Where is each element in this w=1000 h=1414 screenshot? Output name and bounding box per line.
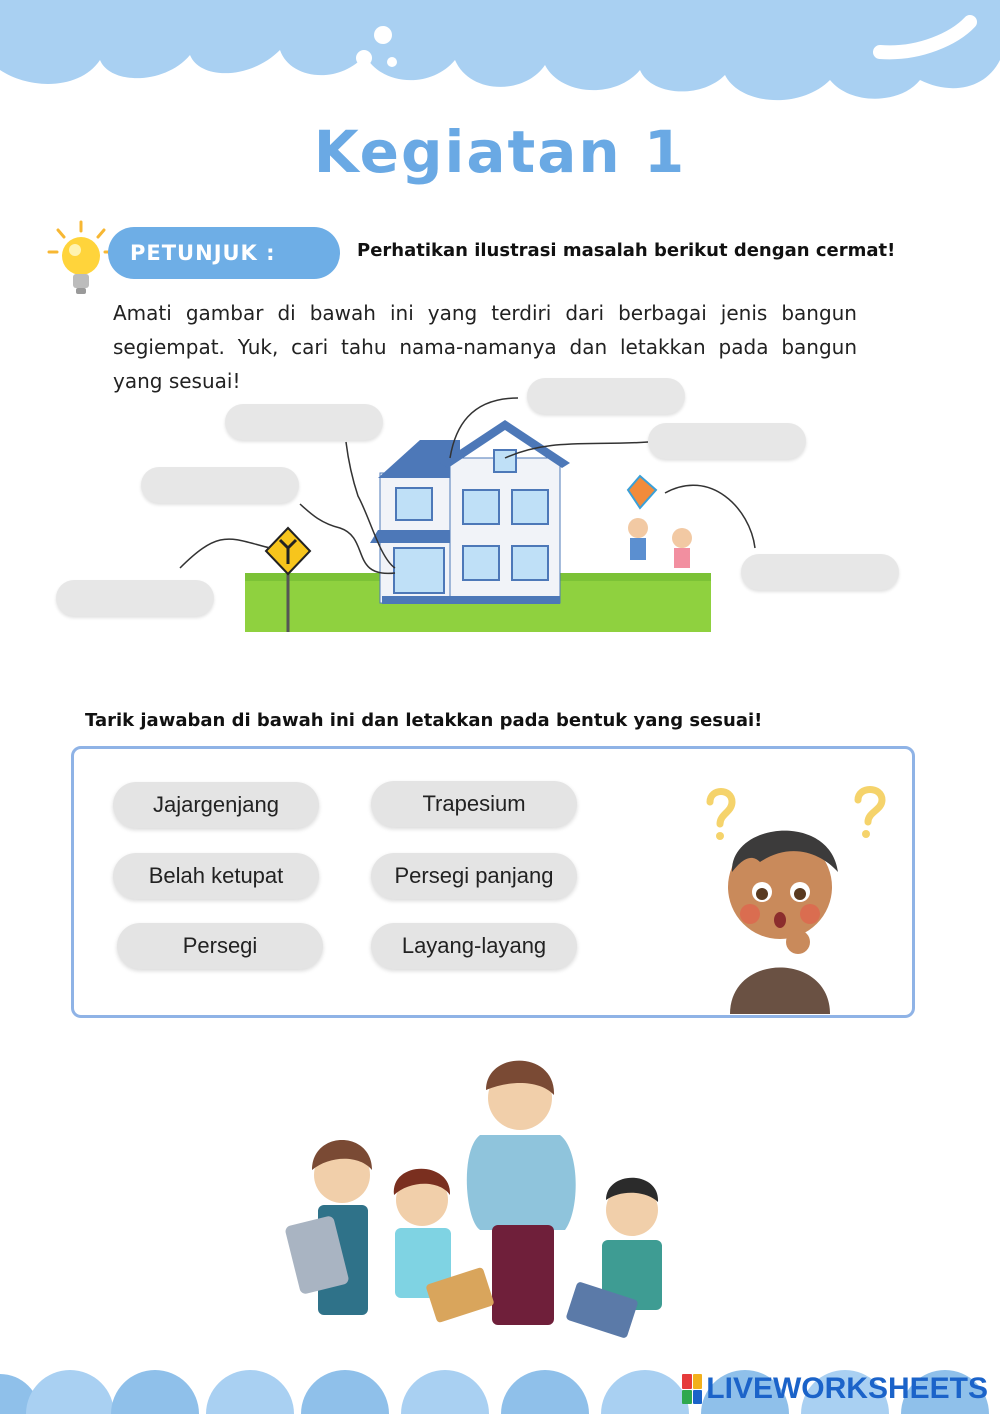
answer-chip-layang-layang[interactable]: Layang-layang bbox=[371, 923, 577, 969]
drop-zone-1[interactable] bbox=[225, 404, 383, 440]
body-paragraph: Amati gambar di bawah ini yang terdiri dari berbagai jenis bangun segiempat. Yuk, cari tahu nama-namanya dan letakkan pada bangun yang sesuai! bbox=[113, 301, 857, 393]
drop-zone-3[interactable] bbox=[648, 423, 806, 459]
petunjuk-label: PETUNJUK : bbox=[130, 241, 276, 265]
drop-zone-4[interactable] bbox=[141, 467, 299, 503]
students-teacher-illustration bbox=[280, 1050, 710, 1370]
drag-instruction: Tarik jawaban di bawah ini dan letakkan pada bentuk yang sesuai! bbox=[85, 710, 763, 731]
answer-chip-trapesium[interactable]: Trapesium bbox=[371, 781, 577, 827]
thinking-boy-illustration bbox=[690, 782, 900, 1014]
page-title: Kegiatan 1 bbox=[313, 118, 687, 186]
liveworksheets-logo bbox=[682, 1372, 988, 1406]
answer-chip-persegi[interactable]: Persegi bbox=[117, 923, 323, 969]
answer-chip-persegi-panjang[interactable]: Persegi panjang bbox=[371, 853, 577, 899]
liveworksheets-logo-mark bbox=[682, 1374, 702, 1404]
answer-chip-jajargenjang[interactable]: Jajargenjang bbox=[113, 782, 319, 828]
petunjuk-badge bbox=[108, 227, 340, 279]
liveworksheets-logo-text: LIVEWORKSHEETS bbox=[706, 1372, 988, 1405]
question-mark-icon bbox=[710, 792, 732, 825]
cloud-header bbox=[0, 0, 1000, 110]
answer-chip-belah-ketupat[interactable]: Belah ketupat bbox=[113, 853, 319, 899]
drop-zone-2[interactable] bbox=[527, 378, 685, 414]
drop-zone-6[interactable] bbox=[56, 580, 214, 616]
drop-zone-5[interactable] bbox=[741, 554, 899, 590]
lightbulb-icon bbox=[46, 220, 116, 302]
instruction-text: Perhatikan ilustrasi masalah berikut dengan cermat! bbox=[357, 240, 896, 261]
